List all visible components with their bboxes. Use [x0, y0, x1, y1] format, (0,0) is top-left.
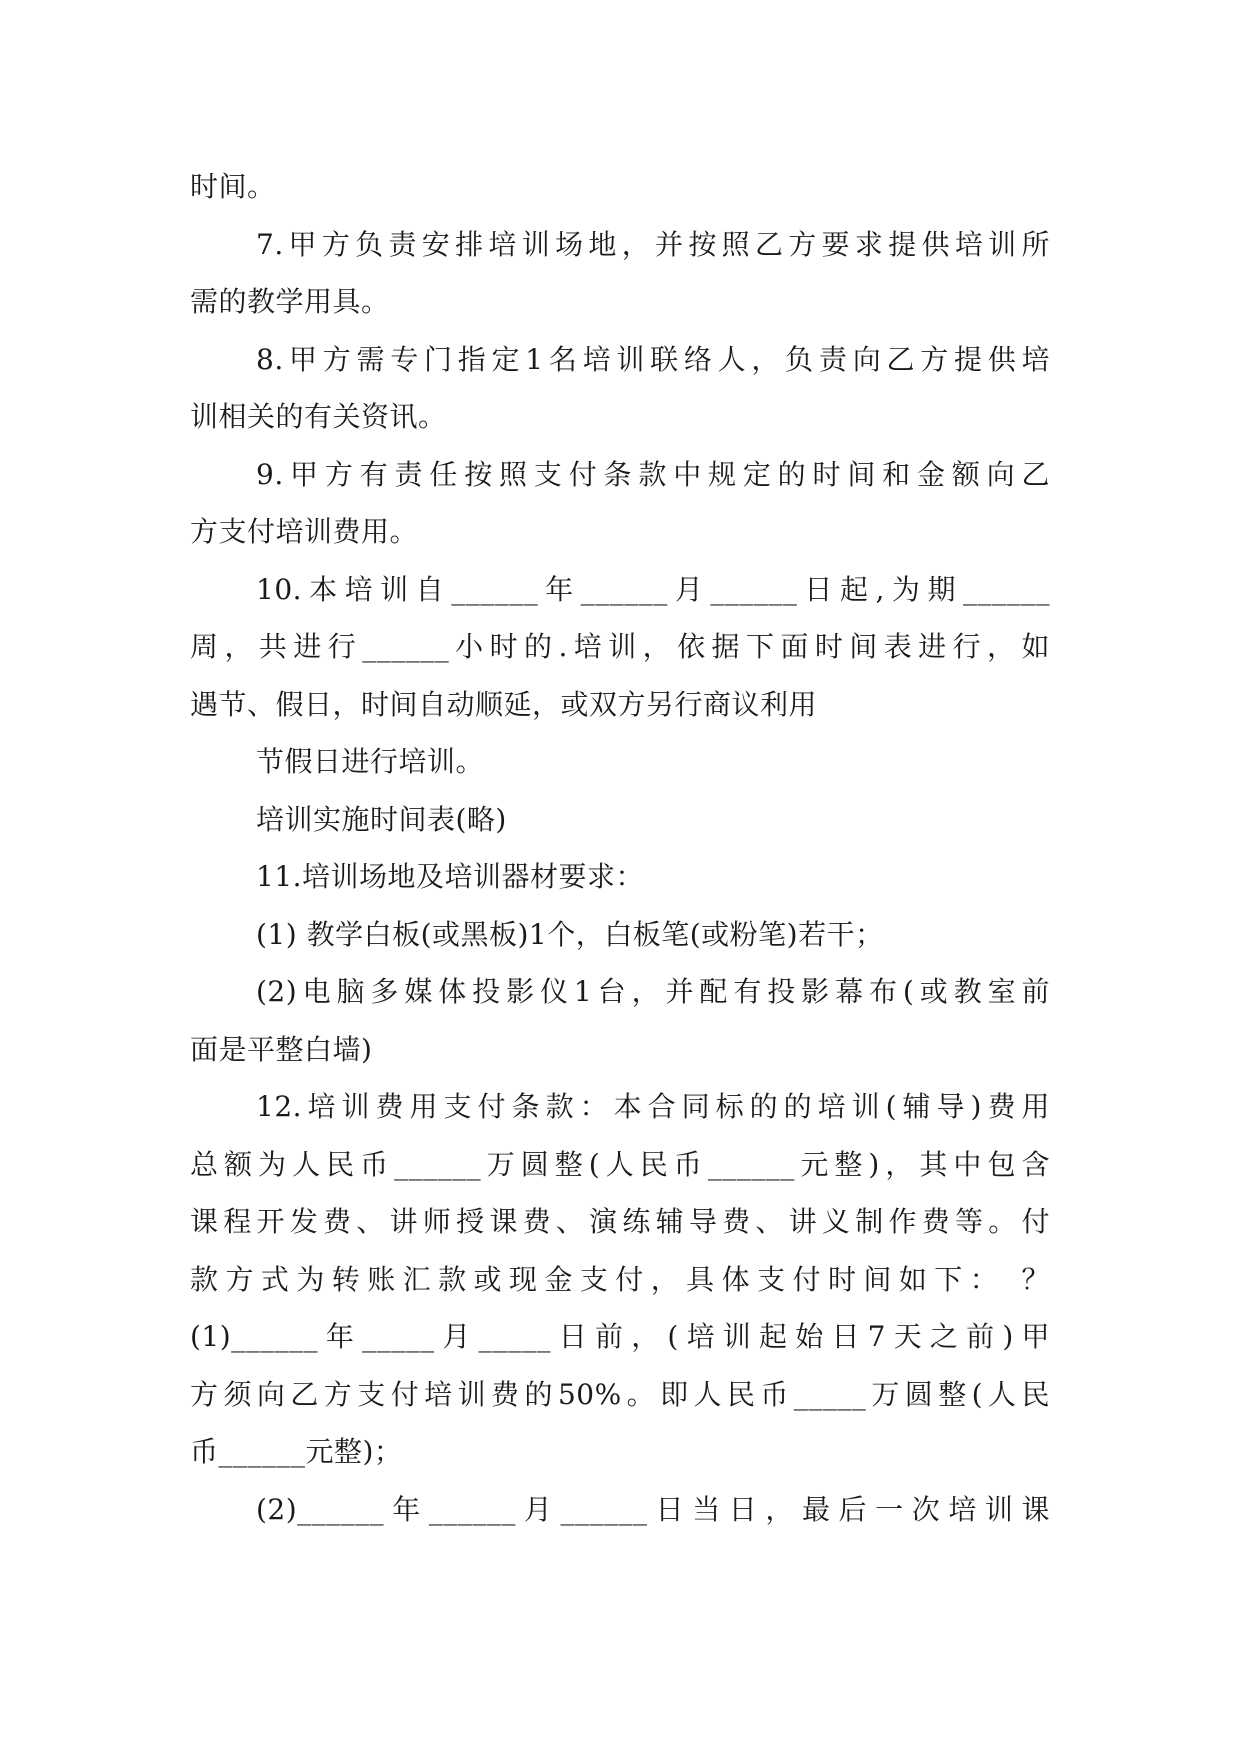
text-line-21: (1)______年_____月_____日前，(培训起始日7天之前)甲 [190, 1320, 1050, 1353]
text-line-24: (2)______年______月______日当日，最后一次培训课 [256, 1492, 1050, 1526]
text-line-5: 训相关的有关资讯。 [190, 400, 447, 433]
text-line-6: 9.甲方有责任按照支付条款中规定的时间和金额向乙 [256, 457, 1050, 491]
text-line-20: 款方式为转账汇款或现金支付，具体支付时间如下： ？ [190, 1262, 1050, 1296]
text-line-16: 面是平整白墙) [190, 1032, 373, 1066]
text-line-17: 12.培训费用支付条款：本合同标的的培训(辅导)费用 [256, 1090, 1050, 1123]
text-line-18: 总额为人民币______万圆整(人民币______元整)，其中包含 [190, 1147, 1050, 1181]
text-line-23: 币______元整)； [190, 1435, 403, 1468]
text-line-4: 8.甲方需专门指定1名培训联络人，负责向乙方提供培 [256, 342, 1050, 376]
text-line-7: 方支付培训费用。 [190, 515, 419, 548]
text-line-12: 培训实施时间表(略) [256, 802, 507, 836]
text-line-11: 节假日进行培训。 [256, 745, 485, 778]
document-body [190, 158, 1050, 1538]
text-line-9: 周，共进行______小时的.培训，依据下面时间表进行，如 [190, 630, 1050, 663]
text-line-8: 10.本培训自______年______月______日起,为期______ [256, 572, 1050, 606]
text-line-3: 需的教学用具。 [190, 285, 390, 318]
text-line-1: 时间。 [190, 170, 276, 203]
text-line-15: (2)电脑多媒体投影仪1台，并配有投影幕布(或教室前 [256, 975, 1050, 1008]
text-line-10: 遇节、假日，时间自动顺延，或双方另行商议利用 [190, 687, 818, 721]
text-line-19: 课程开发费、讲师授课费、演练辅导费、讲义制作费等。付 [190, 1205, 1050, 1238]
text-line-14: (1) 教学白板(或黑板)1个，白板笔(或粉笔)若干； [256, 917, 884, 951]
text-line-2: 7.甲方负责安排培训场地，并按照乙方要求提供培训所 [256, 227, 1050, 261]
text-line-22: 方须向乙方支付培训费的50%。即人民币_____万圆整(人民 [190, 1377, 1050, 1411]
text-line-13: 11.培训场地及培训器材要求： [256, 860, 645, 893]
